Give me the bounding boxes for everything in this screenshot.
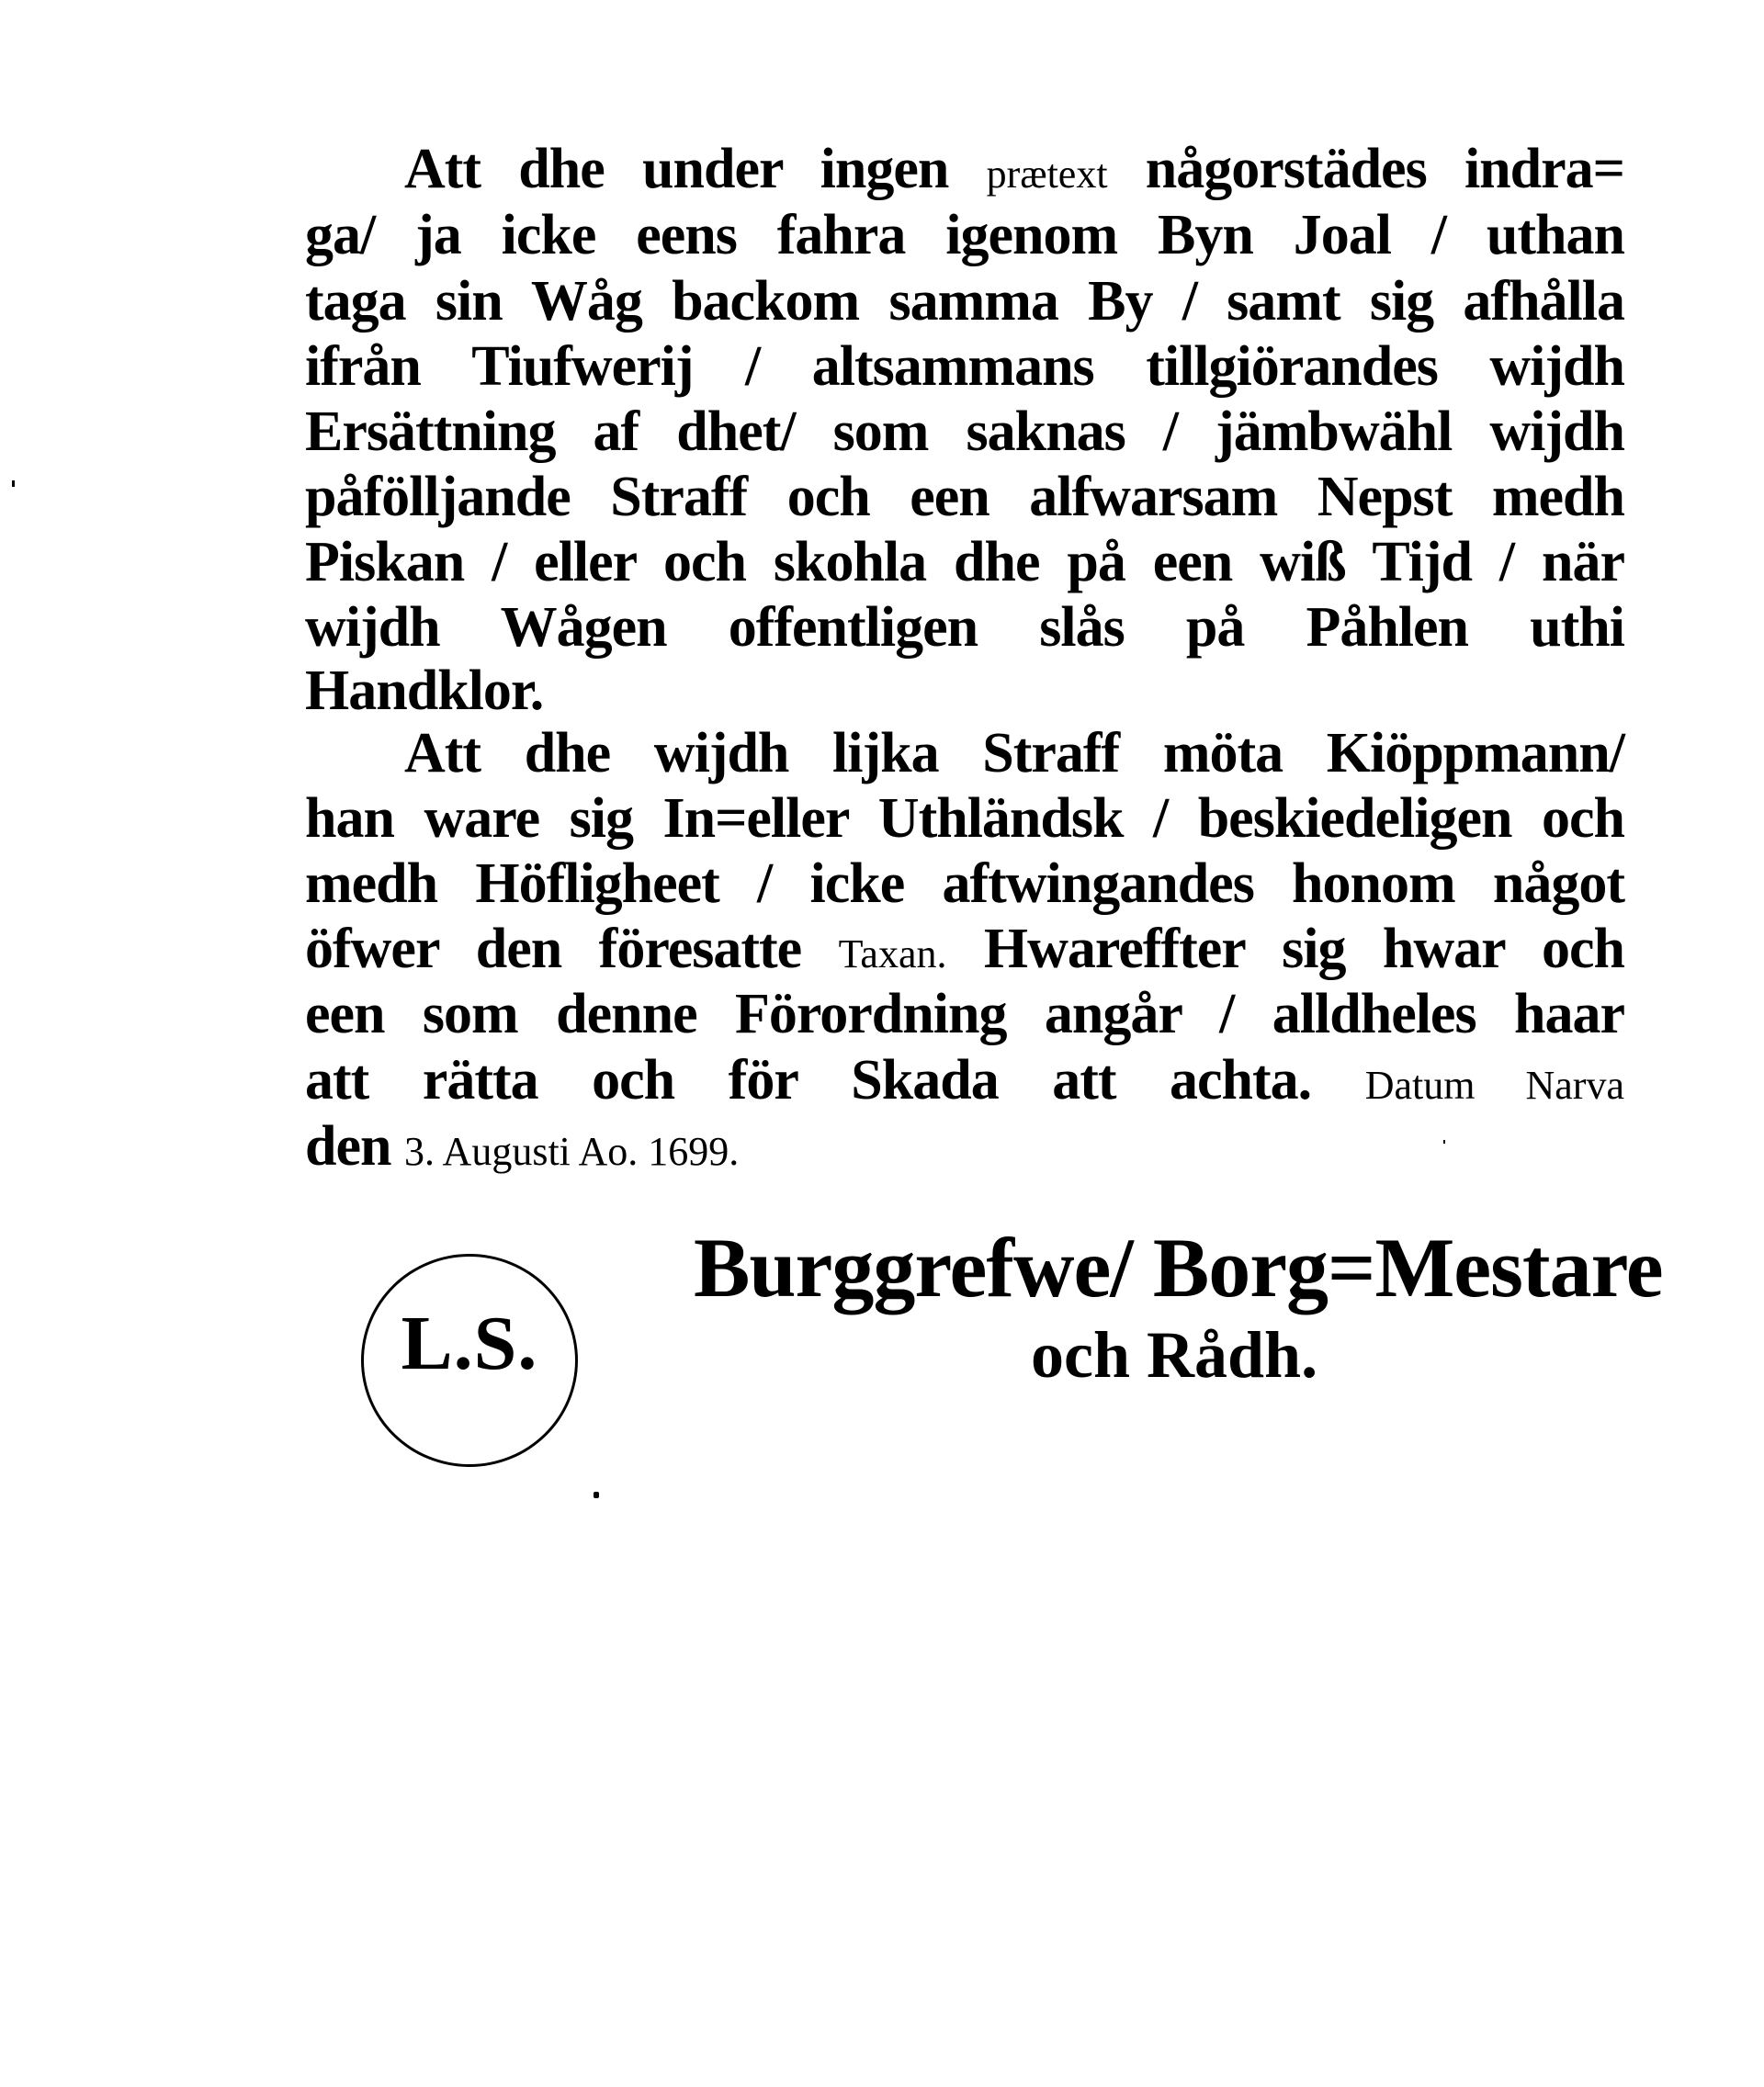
text-line [305,1047,1624,1113]
text-fragment: öfwer den föresatte [305,918,839,980]
seal-circle [361,1254,578,1467]
text-line: Ersättning af dhet/ som saknas / jämbwähl wijdh [305,400,1624,463]
text-fragment: den [305,1115,404,1178]
seal-text: L.S. [401,1301,538,1386]
text-line: ga/ ja icke eens fahra igenom Byn Joal / uthan [305,204,1624,266]
text-line: wijdh Wågen offentligen slås på Påhlen uthi [305,596,1624,659]
signature-council: och Rådh. [1031,1318,1318,1392]
scan-speck [12,480,15,487]
date-place: Datum Narva [1364,1063,1624,1108]
text-fragment: någorstädes indra= [1107,138,1624,200]
date-line [305,1113,1624,1179]
text-line: påfölljande Straff och een alfwarsam Nepst medh [305,466,1624,528]
text-line: Handklor. [305,660,544,722]
text-line [305,916,1624,982]
text-fragment: Att dhe under ingen [404,138,987,200]
text-line: han ware sig In=eller Uthländsk / beskiedeligen och [305,787,1624,850]
text-line: een som denne Förordning angår / alldheles haar [305,983,1624,1045]
scan-speck [594,1492,599,1498]
text-line [404,136,1624,202]
latin-word: Taxan. [838,931,947,976]
text-line: Att dhe wijdh lijka Straff möta Kiöppmann/ [404,722,1624,784]
scan-speck [1443,1140,1445,1144]
latin-word: prætext [986,152,1108,197]
text-fragment: att rätta och för Skada att achta. [305,1049,1365,1111]
text-line: Piskan / eller och skohla dhe på een wiß Tijd / när [305,531,1624,593]
signature-authorities: Burggrefwe/ Borg=Mestare [694,1221,1663,1314]
text-line: medh Höfligheet / icke aftwingandes honom något [305,852,1624,915]
date-value: 3. Augusti Ao. 1699. [403,1129,740,1174]
text-fragment: Hwareffter sig hwar och [946,918,1625,980]
text-line: ifrån Tiufwerij / altsammans tillgiörandes wijdh [305,335,1624,398]
text-line: taga sin Wåg backom samma By / samt sig afhålla [305,270,1624,333]
